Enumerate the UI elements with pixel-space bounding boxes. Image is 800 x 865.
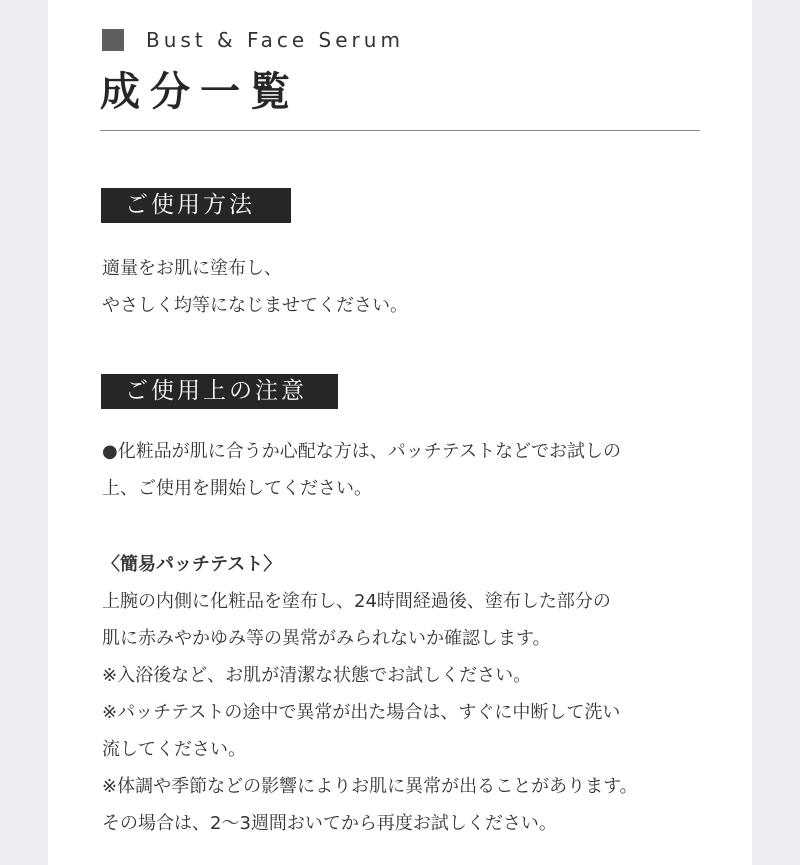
- content-page: [48, 0, 752, 865]
- caution-line: 上、ご使用を開始してください。: [102, 478, 372, 499]
- title-divider: [100, 130, 700, 131]
- section-label-usage: ご使用方法: [101, 188, 291, 223]
- caution-text: [102, 433, 621, 507]
- patch-test-line: 上腕の内側に化粧品を塗布し、24時間経過後、塗布した部分の: [102, 591, 611, 612]
- square-bullet-icon: [102, 29, 124, 51]
- caution-line: ●化粧品が肌に合うか心配な方は、パッチテストなどでお試しの: [102, 441, 621, 462]
- patch-test-line: 肌に赤みやかゆみ等の異常がみられないか確認します。: [102, 628, 551, 649]
- section-label-caution: ご使用上の注意: [101, 374, 338, 409]
- patch-test-line: その場合は、2〜3週間おいてから再度お試しください。: [102, 813, 557, 834]
- eyebrow: [102, 28, 404, 52]
- usage-line: 適量をお肌に塗布し、: [102, 258, 282, 279]
- patch-test-section: [102, 546, 638, 842]
- usage-line: やさしく均等になじませてください。: [102, 295, 408, 316]
- patch-test-heading: 〈簡易パッチテスト〉: [102, 554, 282, 575]
- patch-test-line: ※入浴後など、お肌が清潔な状態でお試しください。: [102, 665, 532, 686]
- patch-test-line: ※体調や季節などの影響によりお肌に異常が出ることがあります。: [102, 776, 638, 797]
- page-title: 成分一覧: [100, 69, 300, 115]
- product-name: Bust & Face Serum: [146, 28, 404, 52]
- patch-test-line: 流してください。: [102, 739, 246, 760]
- patch-test-line: ※パッチテストの途中で異常が出た場合は、すぐに中断して洗い: [102, 702, 621, 723]
- usage-text: [102, 250, 408, 324]
